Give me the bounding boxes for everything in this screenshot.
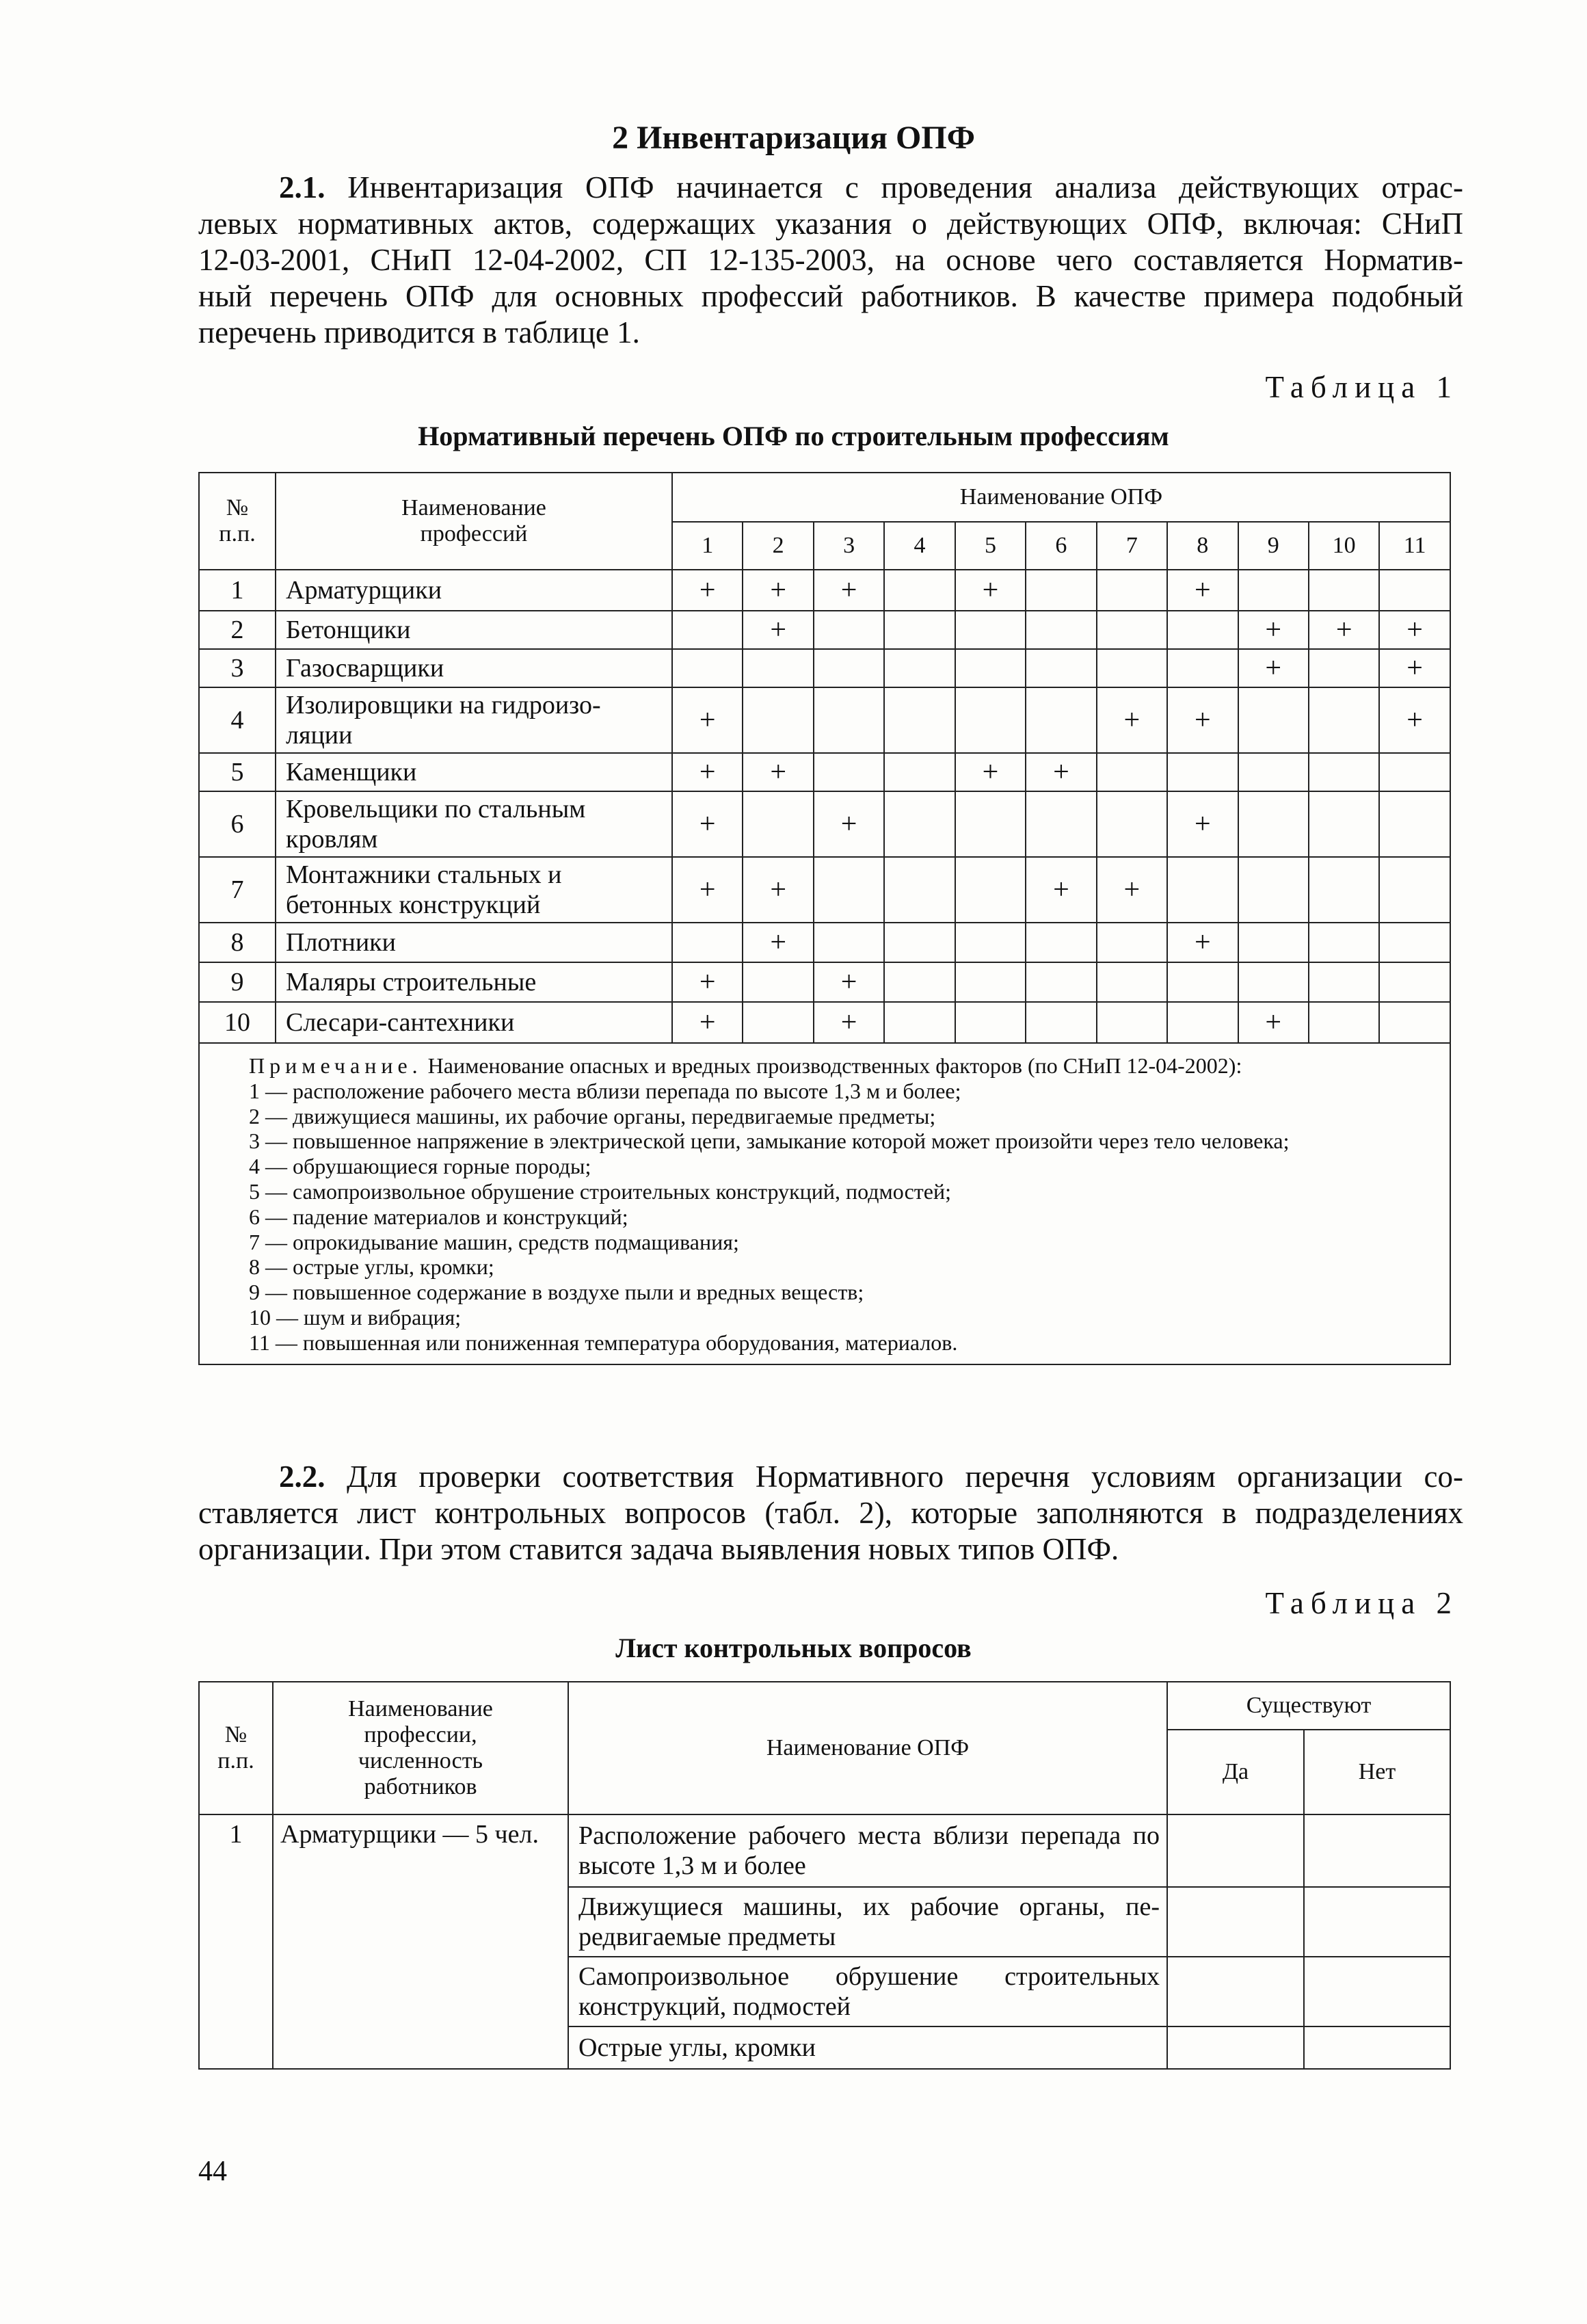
table-note <box>199 1043 1450 1364</box>
opf-mark <box>884 687 955 753</box>
opf-mark <box>1097 753 1167 791</box>
opf-mark <box>1026 962 1096 1002</box>
opf-mark <box>1379 962 1450 1002</box>
opf-mark: + <box>814 570 884 611</box>
opf-mark <box>743 1002 813 1043</box>
paragraph-2-1 <box>198 170 1463 351</box>
opf-mark <box>1167 753 1238 791</box>
para-number: 2.2. <box>279 1460 325 1494</box>
table-2-label: Таблица 2 <box>1265 1586 1458 1620</box>
opf-mark: + <box>743 753 813 791</box>
opf-mark <box>1309 923 1379 962</box>
opf-mark <box>1167 857 1238 923</box>
opf-mark: + <box>1238 649 1309 687</box>
opf-mark <box>1097 649 1167 687</box>
header-num: № п.п. <box>199 1682 273 1814</box>
opf-mark: + <box>1238 1002 1309 1043</box>
opf-mark <box>1379 753 1450 791</box>
opf-mark <box>1026 570 1096 611</box>
table-row <box>199 649 1450 687</box>
table-row <box>199 1814 1450 1887</box>
profession-name: Арматурщики — 5 чел. <box>273 1814 568 2069</box>
opf-mark: + <box>814 791 884 857</box>
note-item: 3 — повышенное напряжение в электрической цепи, замыкание которой может произойти через тело человека; <box>249 1128 1290 1154</box>
opf-mark: + <box>814 962 884 1002</box>
opf-mark <box>1097 923 1167 962</box>
opf-mark: + <box>672 857 743 923</box>
opf-mark <box>814 611 884 649</box>
opf-mark: + <box>955 753 1026 791</box>
header-exist: Существуют <box>1167 1682 1450 1730</box>
row-number: 6 <box>199 791 276 857</box>
opf-mark <box>743 791 813 857</box>
profession-name: Газосварщики <box>276 649 672 687</box>
opf-item: Самопроизвольное обрушение строительных конструкций, подмостей <box>568 1957 1167 2026</box>
opf-mark: + <box>672 791 743 857</box>
row-number: 5 <box>199 753 276 791</box>
opf-mark: + <box>1379 611 1450 649</box>
table-2-caption: Лист контрольных вопросов <box>615 1633 972 1663</box>
section-title: 2 Инвентаризация ОПФ <box>612 120 975 156</box>
opf-mark <box>955 923 1026 962</box>
opf-mark <box>814 649 884 687</box>
opf-mark <box>1379 791 1450 857</box>
opf-mark <box>1097 1002 1167 1043</box>
opf-mark <box>1097 962 1167 1002</box>
table-row <box>199 923 1450 962</box>
header-profession: Наименование профессии, численность работников <box>273 1682 568 1814</box>
opf-mark <box>1097 611 1167 649</box>
opf-mark <box>1238 857 1309 923</box>
opf-mark <box>1026 791 1096 857</box>
profession-name: Монтажники стальных и бетонных конструкций <box>276 857 672 923</box>
header-yes: Да <box>1167 1730 1304 1814</box>
profession-name: Кровельщики по стальным кровлям <box>276 791 672 857</box>
header-opf-column: 11 <box>1379 522 1450 570</box>
opf-mark <box>1309 649 1379 687</box>
opf-mark <box>1309 753 1379 791</box>
header-num: № п.п. <box>199 473 276 570</box>
opf-mark <box>1309 1002 1379 1043</box>
profession-name: Слесари-сантехники <box>276 1002 672 1043</box>
opf-mark <box>1238 923 1309 962</box>
opf-mark <box>672 611 743 649</box>
table-row <box>199 570 1450 611</box>
row-number: 1 <box>199 570 276 611</box>
opf-mark: + <box>672 570 743 611</box>
profession-name: Маляры строительные <box>276 962 672 1002</box>
opf-mark: + <box>955 570 1026 611</box>
opf-mark <box>955 687 1026 753</box>
note-intro: Наименование опасных и вредных производственных факторов (по СНиП 12-04-2002): <box>422 1053 1242 1078</box>
table-row <box>199 687 1450 753</box>
opf-mark: + <box>1167 923 1238 962</box>
note-item: 6 — падение материалов и конструкций; <box>249 1204 628 1229</box>
para-line: ный перечень ОПФ для основных профессий работников. В качестве примера подобный <box>198 279 1463 313</box>
opf-mark: + <box>1167 570 1238 611</box>
note-row <box>199 1043 1450 1364</box>
opf-item: Движущиеся машины, их рабочие органы, пе-редвигаемые предметы <box>568 1887 1167 1957</box>
note-item: 9 — повышенное содержание в воздухе пыли и вредных веществ; <box>249 1280 864 1305</box>
opf-mark <box>1167 1002 1238 1043</box>
profession-name: Изолировщики на гидроизо- ляции <box>276 687 672 753</box>
para-line: Инвентаризация ОПФ начинается с проведения анализа действующих отрас- <box>347 170 1463 204</box>
opf-mark <box>884 753 955 791</box>
para-line: ставляется лист контрольных вопросов (табл. 2), которые заполняются в подразделениях <box>198 1496 1463 1530</box>
opf-mark <box>1026 611 1096 649</box>
opf-mark <box>955 1002 1026 1043</box>
opf-mark <box>955 611 1026 649</box>
opf-mark: + <box>1238 611 1309 649</box>
para-number: 2.1. <box>279 170 325 204</box>
opf-mark <box>814 687 884 753</box>
opf-mark <box>884 962 955 1002</box>
opf-mark: + <box>814 1002 884 1043</box>
opf-mark: + <box>672 1002 743 1043</box>
opf-mark <box>743 687 813 753</box>
note-item: 7 — опрокидывание машин, средств подмащивания; <box>249 1229 739 1254</box>
para-line: 12-03-2001, СНиП 12-04-2002, СП 12-135-2003, на основе чего составляется Норматив- <box>198 243 1463 277</box>
opf-mark: + <box>743 923 813 962</box>
opf-mark: + <box>743 570 813 611</box>
opf-item: Расположение рабочего места вблизи перепада по высоте 1,3 м и более <box>568 1814 1167 1887</box>
row-number: 7 <box>199 857 276 923</box>
opf-mark: + <box>1167 791 1238 857</box>
table-1 <box>198 472 1451 1365</box>
opf-mark: + <box>743 857 813 923</box>
page-number: 44 <box>198 2156 227 2187</box>
header-opf-column: 10 <box>1309 522 1379 570</box>
table-row <box>199 1002 1450 1043</box>
row-number: 10 <box>199 1002 276 1043</box>
opf-mark <box>1309 687 1379 753</box>
note-item: 5 — самопроизвольное обрушение строительных конструкций, подмостей; <box>249 1178 951 1204</box>
header-opf-column: 6 <box>1026 522 1096 570</box>
note-label: Примечание. <box>249 1053 423 1078</box>
opf-mark <box>1379 923 1450 962</box>
opf-mark <box>814 923 884 962</box>
opf-mark <box>1167 649 1238 687</box>
opf-mark <box>1238 570 1309 611</box>
opf-item: Острые углы, кромки <box>568 2026 1167 2069</box>
opf-mark <box>884 923 955 962</box>
header-no: Нет <box>1304 1730 1450 1814</box>
opf-mark <box>743 962 813 1002</box>
header-opf-column: 5 <box>955 522 1026 570</box>
note-item: 2 — движущиеся машины, их рабочие органы, передвигаемые предметы; <box>249 1103 936 1128</box>
row-number: 2 <box>199 611 276 649</box>
note-item: 10 — шум и вибрация; <box>249 1304 462 1330</box>
opf-mark <box>672 923 743 962</box>
para-line: перечень приводится в таблице 1. <box>198 315 640 349</box>
opf-mark <box>1167 962 1238 1002</box>
opf-mark <box>1309 570 1379 611</box>
opf-mark: + <box>672 753 743 791</box>
header-opf-column: 3 <box>814 522 884 570</box>
no-cell[interactable] <box>1304 2026 1450 2069</box>
no-cell[interactable] <box>1304 1957 1450 2026</box>
table-1-label: Таблица 1 <box>1265 370 1458 404</box>
opf-mark <box>1238 687 1309 753</box>
opf-mark: + <box>1026 857 1096 923</box>
opf-mark: + <box>1309 611 1379 649</box>
row-number: 8 <box>199 923 276 962</box>
opf-mark <box>743 649 813 687</box>
opf-mark: + <box>1379 687 1450 753</box>
profession-name: Плотники <box>276 923 672 962</box>
opf-mark <box>884 570 955 611</box>
opf-mark: + <box>1167 687 1238 753</box>
row-number: 4 <box>199 687 276 753</box>
opf-mark <box>1309 791 1379 857</box>
opf-mark <box>955 857 1026 923</box>
header-opf-column: 9 <box>1238 522 1309 570</box>
opf-mark <box>1379 1002 1450 1043</box>
opf-mark <box>1379 857 1450 923</box>
para-line: организации. При этом ставится задача выявления новых типов ОПФ. <box>198 1532 1119 1566</box>
opf-mark <box>1026 923 1096 962</box>
yes-cell[interactable] <box>1167 2026 1304 2069</box>
header-opf-column: 1 <box>672 522 743 570</box>
no-cell[interactable] <box>1304 1814 1450 1887</box>
opf-mark <box>1026 649 1096 687</box>
opf-mark <box>1379 570 1450 611</box>
opf-mark <box>1238 962 1309 1002</box>
row-number: 9 <box>199 962 276 1002</box>
table-row <box>199 791 1450 857</box>
opf-mark: + <box>672 687 743 753</box>
opf-mark <box>884 857 955 923</box>
header-opf: Наименование ОПФ <box>672 473 1450 522</box>
opf-mark <box>1238 753 1309 791</box>
table-row <box>199 962 1450 1002</box>
opf-mark <box>955 791 1026 857</box>
note-item: 11 — повышенная или пониженная температура оборудования, материалов. <box>249 1330 958 1355</box>
profession-name: Бетонщики <box>276 611 672 649</box>
opf-mark <box>1026 687 1096 753</box>
opf-mark <box>884 1002 955 1043</box>
header-opf-column: 7 <box>1097 522 1167 570</box>
para-line: Для проверки соответствия Нормативного перечня условиям организации со- <box>347 1460 1464 1494</box>
header-opf-column: 2 <box>743 522 813 570</box>
opf-mark <box>814 857 884 923</box>
opf-mark <box>1167 611 1238 649</box>
table-row <box>199 857 1450 923</box>
opf-mark <box>955 962 1026 1002</box>
header-opf-column: 4 <box>884 522 955 570</box>
opf-mark <box>884 611 955 649</box>
profession-name: Арматурщики <box>276 570 672 611</box>
yes-cell[interactable] <box>1167 1887 1304 1957</box>
row-number: 1 <box>199 1814 273 2069</box>
table-row <box>199 611 1450 649</box>
note-item: 1 — расположение рабочего места вблизи перепада по высоте 1,3 м и более; <box>249 1078 961 1103</box>
table-row <box>199 753 1450 791</box>
opf-mark <box>1238 791 1309 857</box>
note-item: 4 — обрушающиеся горные породы; <box>249 1154 591 1179</box>
table-2 <box>198 1681 1451 2070</box>
opf-mark <box>955 649 1026 687</box>
profession-name: Каменщики <box>276 753 672 791</box>
opf-mark <box>884 649 955 687</box>
yes-cell[interactable] <box>1167 1814 1304 1887</box>
opf-mark <box>1309 857 1379 923</box>
note-item: 8 — острые углы, кромки; <box>249 1254 494 1280</box>
opf-mark: + <box>1026 753 1096 791</box>
header-opf: Наименование ОПФ <box>568 1682 1167 1814</box>
opf-mark <box>1026 1002 1096 1043</box>
header-opf-column: 8 <box>1167 522 1238 570</box>
opf-mark: + <box>743 611 813 649</box>
opf-mark: + <box>672 962 743 1002</box>
opf-mark <box>1097 791 1167 857</box>
no-cell[interactable] <box>1304 1887 1450 1957</box>
header-profession: Наименование профессий <box>276 473 672 570</box>
opf-mark <box>884 791 955 857</box>
yes-cell[interactable] <box>1167 1957 1304 2026</box>
opf-mark <box>1097 570 1167 611</box>
opf-mark <box>1309 962 1379 1002</box>
opf-mark: + <box>1379 649 1450 687</box>
opf-mark: + <box>1097 857 1167 923</box>
row-number: 3 <box>199 649 276 687</box>
opf-mark <box>814 753 884 791</box>
opf-mark <box>672 649 743 687</box>
table-1-caption: Нормативный перечень ОПФ по строительным профессиям <box>418 421 1169 451</box>
opf-mark: + <box>1097 687 1167 753</box>
para-line: левых нормативных актов, содержащих указания о действующих ОПФ, включая: СНиП <box>198 207 1463 241</box>
paragraph-2-2 <box>198 1459 1463 1568</box>
